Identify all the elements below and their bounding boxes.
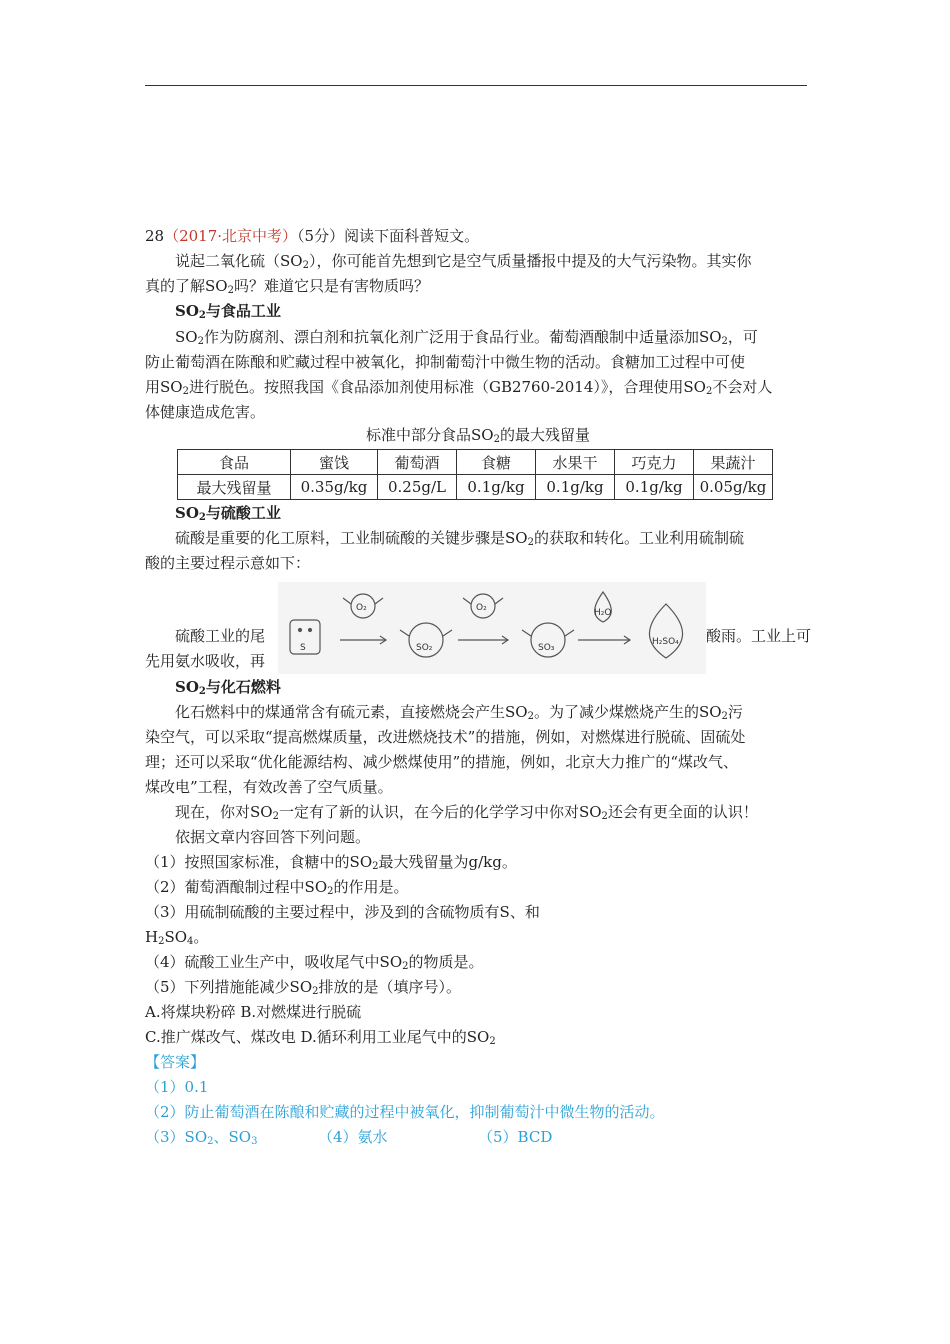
sec2-para-line-3-left: 硫酸工业的尾 [175, 627, 266, 645]
section-heading-food: $SO_2$与食品工业 [175, 302, 281, 321]
question-2: （2）葡萄酒酿制过程中$SO_2$的作用是。 [145, 878, 409, 897]
header-rule [145, 85, 807, 86]
table-cell: 食品 [178, 450, 291, 475]
table-cell: 0.05g/kg [694, 475, 773, 500]
arrow-icon [458, 636, 508, 644]
sec2-para-line-3-right: 酸雨。工业上可 [706, 627, 812, 645]
answer-1: （1）0.1 [145, 1078, 209, 1096]
question-number: 28 [145, 227, 165, 245]
section-heading-fossil: $SO_2$与化石燃料 [175, 678, 281, 697]
diagram-label: H₂O [594, 608, 612, 618]
table-row [178, 475, 773, 500]
question-source: （2017·北京中考） [164, 227, 298, 245]
table-cell: 果蔬汁 [694, 450, 773, 475]
sec2-para-line-2: 酸的主要过程示意如下： [145, 554, 311, 572]
closing-line-2: 依据文章内容回答下列问题。 [175, 828, 371, 846]
diagram-label: O₂ [476, 603, 487, 613]
options-ab: A.将煤块粉碎 B.对燃煤进行脱硫 [145, 1003, 362, 1021]
sec3-para-line-4: 煤改电”工程，有效改善了空气质量。 [145, 778, 393, 796]
sec3-para-line-3: 理；还可以采取“优化能源结构、减少燃煤使用”的措施，例如，北京大力推广的“煤改气、 [145, 753, 739, 771]
water-drop-icon [594, 592, 611, 622]
sec1-para-line-4: 体健康造成危害。 [145, 403, 266, 421]
table-cell: 巧克力 [615, 450, 694, 475]
sulfur-character-icon [290, 620, 320, 654]
residue-table [177, 449, 773, 500]
sulfur-dioxide-character-icon [400, 623, 452, 657]
answer-2: （2）防止葡萄酒在陈酿和贮藏的过程中被氧化，抑制葡萄汁中微生物的活动。 [145, 1103, 665, 1121]
table-cell: 葡萄酒 [378, 450, 457, 475]
sulfuric-acid-character-icon [649, 604, 682, 658]
question-header [145, 226, 479, 246]
oxygen-character-icon [463, 594, 503, 618]
sec1-para-line-3: 用$SO_2$进行脱色。按照我国《食品添加剂使用标准（GB2760-2014）》，合理使用$SO_2$不会对人 [145, 378, 773, 397]
arrow-icon [340, 636, 386, 644]
question-3-continued: $H_2SO_4$。 [145, 928, 209, 947]
answer-5: （5）BCD [478, 1128, 553, 1146]
arrow-icon [578, 636, 630, 644]
question-4: （4）硫酸工业生产中，吸收尾气中$SO_2$的物质是。 [145, 953, 484, 972]
diagram-label: SO₃ [538, 643, 555, 653]
sec2-para-line-1: 硫酸是重要的化工原料，工业制硫酸的关键步骤是$SO_2$的获取和转化。工业利用硫制硫 [175, 529, 744, 548]
table-caption: 标准中部分食品$SO_2$的最大残留量 [366, 426, 590, 445]
intro-line-1: 说起二氧化硫$(SO_2)$，你可能首先想到它是空气质量播报中提及的大气污染物。其实你 [175, 252, 752, 271]
oxygen-character-icon [343, 594, 383, 618]
sec3-para-line-2: 染空气，可以采取“提高燃煤质量，改进燃烧技术”的措施，例如，对燃煤进行脱硫、固硫处 [145, 728, 746, 746]
process-diagram [278, 582, 706, 674]
sec2-para-line-4: 先用氨水吸收，再 [145, 652, 266, 670]
table-cell: 最大残留量 [178, 475, 291, 500]
table-cell: 水果干 [536, 450, 615, 475]
section-heading-sulfuric: $SO_2$与硫酸工业 [175, 504, 281, 523]
question-5: （5）下列措施能减少$SO_2$排放的是（填序号）。 [145, 978, 462, 997]
question-1: （1）按照国家标准，食糖中的$SO_2$最大残留量为g/kg。 [145, 853, 517, 872]
answer-4: （4）氨水 [318, 1128, 388, 1146]
table-cell: 0.25g/L [378, 475, 457, 500]
diagram-label: SO₂ [416, 643, 433, 653]
sec1-para-line-1: $SO_2$作为防腐剂、漂白剂和抗氧化剂广泛用于食品行业。葡萄酒酿制中适量添加$SO_2$，可 [175, 328, 758, 347]
table-cell: 蜜饯 [291, 450, 378, 475]
sec3-para-line-1: 化石燃料中的煤通常含有硫元素，直接燃烧会产生$SO_2$。为了减少煤燃烧产生的$SO_2$污 [175, 703, 743, 722]
question-3: （3）用硫制硫酸的主要过程中，涉及到的含硫物质有S、和 [145, 903, 540, 921]
options-cd: C.推广煤改气、煤改电 D.循环利用工业尾气中的$SO_2$ [145, 1028, 496, 1047]
question-intro: （5分）阅读下面科普短文。 [297, 227, 480, 245]
diagram-label: O₂ [356, 603, 367, 613]
answer-title: 【答案】 [145, 1053, 206, 1071]
sulfur-trioxide-character-icon [522, 623, 574, 657]
table-header-row [178, 450, 773, 475]
sec1-para-line-2: 防止葡萄酒在陈酿和贮藏过程中被氧化，抑制葡萄汁中微生物的活动。食糖加工过程中可使 [145, 353, 746, 371]
table-cell: 0.1g/kg [536, 475, 615, 500]
intro-line-2: 真的了解$SO_2$吗？难道它只是有害物质吗？ [145, 277, 429, 296]
table-cell: 0.1g/kg [457, 475, 536, 500]
table-cell: 0.35g/kg [291, 475, 378, 500]
table-cell: 0.1g/kg [615, 475, 694, 500]
diagram-label: S [300, 643, 306, 653]
answer-3: $(3)SO_2$、$SO_3$ [145, 1128, 258, 1147]
table-cell: 食糖 [457, 450, 536, 475]
diagram-label: H₂SO₄ [652, 637, 679, 647]
closing-line-1: 现在，你对$SO_2$一定有了新的认识，在今后的化学学习中你对$SO_2$还会有更全面的认识！ [175, 803, 758, 822]
